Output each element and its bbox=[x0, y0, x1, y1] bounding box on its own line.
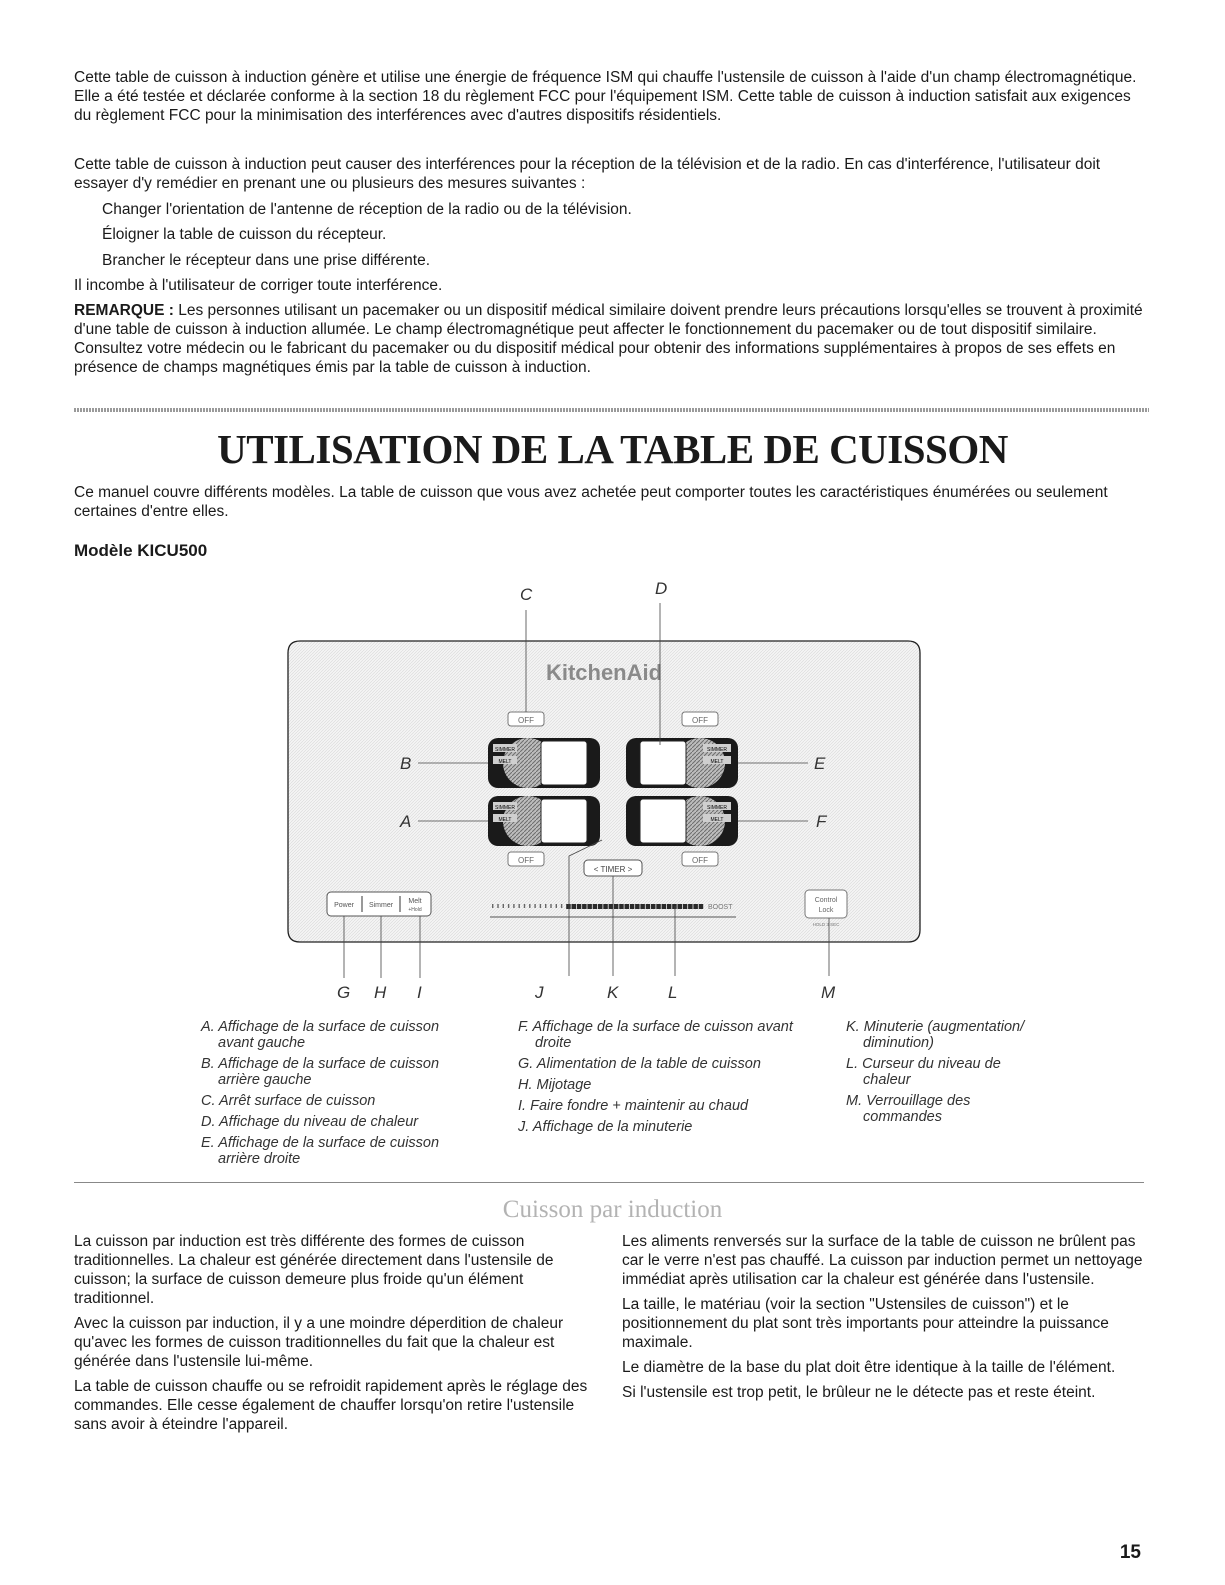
svg-text:SIMMER: SIMMER bbox=[495, 805, 515, 811]
rear-right-display bbox=[626, 738, 738, 788]
svg-text:MELT: MELT bbox=[710, 817, 724, 823]
svg-text:Melt: Melt bbox=[408, 898, 422, 905]
callout-f: F bbox=[816, 812, 827, 831]
svg-text:SIMMER: SIMMER bbox=[707, 747, 727, 753]
responsibility-paragraph: Il incombe à l'utilisateur de corriger toute interférence. bbox=[74, 277, 443, 294]
paragraph: La table de cuisson chauffe ou se refroidit rapidement après le réglage des commandes. Elle cesse également de chauffer lorsqu'on retire l'ustensile sans avoir à éteindre l'appareil. bbox=[74, 1378, 588, 1433]
paragraph: Les aliments renversés sur la surface de la table de cuisson ne brûlent pas car le verre n'est pas chauffé. La cuisson par induction permet un nettoyage immédiat après utilisation car la chaleur est générée dans l'ustensile. bbox=[622, 1233, 1143, 1288]
legend-item: G. Alimentation de la table de cuisson bbox=[518, 1056, 761, 1072]
legend-item: E. Affichage de la surface de cuisson arrière droite bbox=[201, 1135, 440, 1167]
paragraph: Avec la cuisson par induction, il y a une moindre déperdition de chaleur qu'avec les formes de cuisson traditionnelles du fait que la chaleur est générée dans l'ustensile lui-même. bbox=[74, 1315, 564, 1370]
fcc-paragraph: Cette table de cuisson à induction génère et utilise une énergie de fréquence ISM qui chauffe l'ustensile de cuisson à l'aide d'un champ électromagnétique. Elle a été testée et déclarée conforme à la section 18 du règlement FCC pour l'équipement ISM. Cette table de cuisson à induction satisfait aux exigences du règlement FCC pour la minimisation des interférences avec d'autres dispositifs résidentiels. bbox=[74, 69, 1137, 124]
paragraph: La taille, le matériau (voir la section "Ustensiles de cuisson") et le positionnement du plat sont très importants pour atteindre la puissance maximale. bbox=[622, 1296, 1109, 1351]
legend-item: D. Affichage du niveau de chaleur bbox=[201, 1114, 419, 1130]
section-title: UTILISATION DE LA TABLE DE CUISSON bbox=[217, 426, 1008, 472]
brand-logo: KitchenAid bbox=[545, 660, 663, 685]
callout-h: H bbox=[374, 983, 387, 1000]
legend-item: M. Verrouillage des commandes bbox=[846, 1093, 971, 1125]
front-left-display bbox=[488, 796, 600, 846]
section-divider bbox=[74, 408, 1149, 412]
svg-text:MELT: MELT bbox=[498, 817, 512, 823]
callout-a: A bbox=[400, 812, 412, 831]
note-paragraph bbox=[74, 301, 1149, 377]
rear-left-display bbox=[488, 738, 600, 788]
right-column bbox=[622, 1232, 1152, 1408]
svg-text:SIMMER: SIMMER bbox=[495, 747, 515, 753]
measure-item: Changer l'orientation de l'antenne de réception de la radio ou de la télévision. bbox=[102, 201, 632, 218]
legend-item: C. Arrêt surface de cuisson bbox=[201, 1093, 376, 1109]
function-keys bbox=[327, 892, 431, 916]
off-button bbox=[508, 712, 544, 726]
callout-d: D bbox=[655, 579, 668, 598]
callout-i: I bbox=[417, 983, 422, 1000]
paragraph: Le diamètre de la base du plat doit être identique à la taille de l'élément. bbox=[622, 1359, 1116, 1376]
svg-text:+Hold: +Hold bbox=[408, 907, 422, 913]
callout-j: J bbox=[535, 983, 544, 1000]
svg-text:HOLD 3 SEC: HOLD 3 SEC bbox=[812, 922, 840, 927]
legend-col-1 bbox=[201, 1019, 501, 1172]
svg-text:Power: Power bbox=[334, 902, 354, 909]
legend-col-2 bbox=[518, 1019, 838, 1140]
legend-item: I. Faire fondre + maintenir au chaud bbox=[518, 1098, 749, 1114]
note-label: REMARQUE : bbox=[74, 302, 174, 319]
svg-text:Simmer: Simmer bbox=[368, 902, 394, 909]
legend-item: K. Minuterie (augmentation/ diminution) bbox=[846, 1019, 1025, 1051]
model-label: Modèle KICU500 bbox=[74, 541, 208, 560]
measure-item: Brancher le récepteur dans une prise différente. bbox=[102, 252, 430, 269]
svg-text:MELT: MELT bbox=[498, 759, 512, 765]
off-button bbox=[682, 852, 718, 866]
interference-paragraph: Cette table de cuisson à induction peut causer des interférences pour la réception de la télévision et de la radio. En cas d'interférence, l'utilisateur doit essayer d'y remédier en prenant une ou plusieurs des mesures suivantes : bbox=[74, 156, 1101, 192]
timer-button bbox=[584, 860, 642, 876]
off-button bbox=[508, 852, 544, 866]
callout-g: G bbox=[337, 983, 351, 1000]
paragraph: Si l'ustensile est trop petit, le brûleur ne le détecte pas et reste éteint. bbox=[622, 1384, 1096, 1401]
section-intro: Ce manuel couvre différents modèles. La table de cuisson que vous avez achetée peut comporter toutes les caractéristiques énumérées ou seulement certaines d'entre elles. bbox=[74, 484, 1108, 520]
measure-item: Éloigner la table de cuisson du récepteur. bbox=[102, 226, 387, 243]
callout-k: K bbox=[607, 983, 619, 1000]
left-column bbox=[74, 1232, 604, 1440]
legend-item: H. Mijotage bbox=[518, 1077, 592, 1093]
callout-b: B bbox=[400, 754, 412, 773]
cooktop-diagram bbox=[0, 570, 1225, 1000]
legend-item: A. Affichage de la surface de cuisson avant gauche bbox=[201, 1019, 440, 1051]
callout-c: C bbox=[520, 585, 533, 604]
callout-e: E bbox=[814, 754, 826, 773]
legend-item: F. Affichage de la surface de cuisson avant droite bbox=[518, 1019, 793, 1051]
paragraph: La cuisson par induction est très différente des formes de cuisson traditionnelles. La chaleur est générée directement dans l'ustensile de cuisson; la surface de cuisson demeure plus froide qu'un élément traditionnel. bbox=[74, 1233, 554, 1307]
note-text: Les personnes utilisant un pacemaker ou un dispositif médical similaire doivent prendre leurs précautions lorsqu'elles se trouvent à proximité d'une table de cuisson à induction allumée. Le champ électromagnétique peut affecter le fonctionnement du pacemaker ou de tout dispositif similaire. Consultez votre médecin ou le fabricant du pacemaker ou du dispositif médical pour obtenir des informations supplémentaires à propos de ses effets en présence de champs magnétiques émis par la table de cuisson à induction. bbox=[74, 302, 1143, 376]
svg-text:MELT: MELT bbox=[710, 759, 724, 765]
svg-text:SIMMER: SIMMER bbox=[707, 805, 727, 811]
induction-title: Cuisson par induction bbox=[502, 1196, 723, 1223]
svg-text:Lock: Lock bbox=[818, 907, 834, 914]
off-button bbox=[682, 712, 718, 726]
svg-text:OFF: OFF bbox=[518, 716, 534, 725]
front-right-display bbox=[626, 796, 738, 846]
legend-col-3 bbox=[846, 1019, 1066, 1130]
svg-text:OFF: OFF bbox=[692, 716, 708, 725]
callout-m: M bbox=[821, 983, 836, 1000]
svg-text:OFF: OFF bbox=[692, 856, 708, 865]
page-number: 15 bbox=[1119, 1542, 1141, 1563]
svg-text:OFF: OFF bbox=[518, 856, 534, 865]
legend-item: J. Affichage de la minuterie bbox=[518, 1119, 693, 1135]
callout-l: L bbox=[668, 983, 678, 1000]
svg-text:BOOST: BOOST bbox=[708, 904, 733, 911]
legend-item: L. Curseur du niveau de chaleur bbox=[846, 1056, 1001, 1088]
svg-text:< TIMER >: < TIMER > bbox=[593, 865, 633, 874]
svg-text:Control: Control bbox=[814, 897, 838, 904]
legend-item: B. Affichage de la surface de cuisson arrière gauche bbox=[201, 1056, 440, 1088]
divider-line bbox=[74, 1182, 1144, 1183]
